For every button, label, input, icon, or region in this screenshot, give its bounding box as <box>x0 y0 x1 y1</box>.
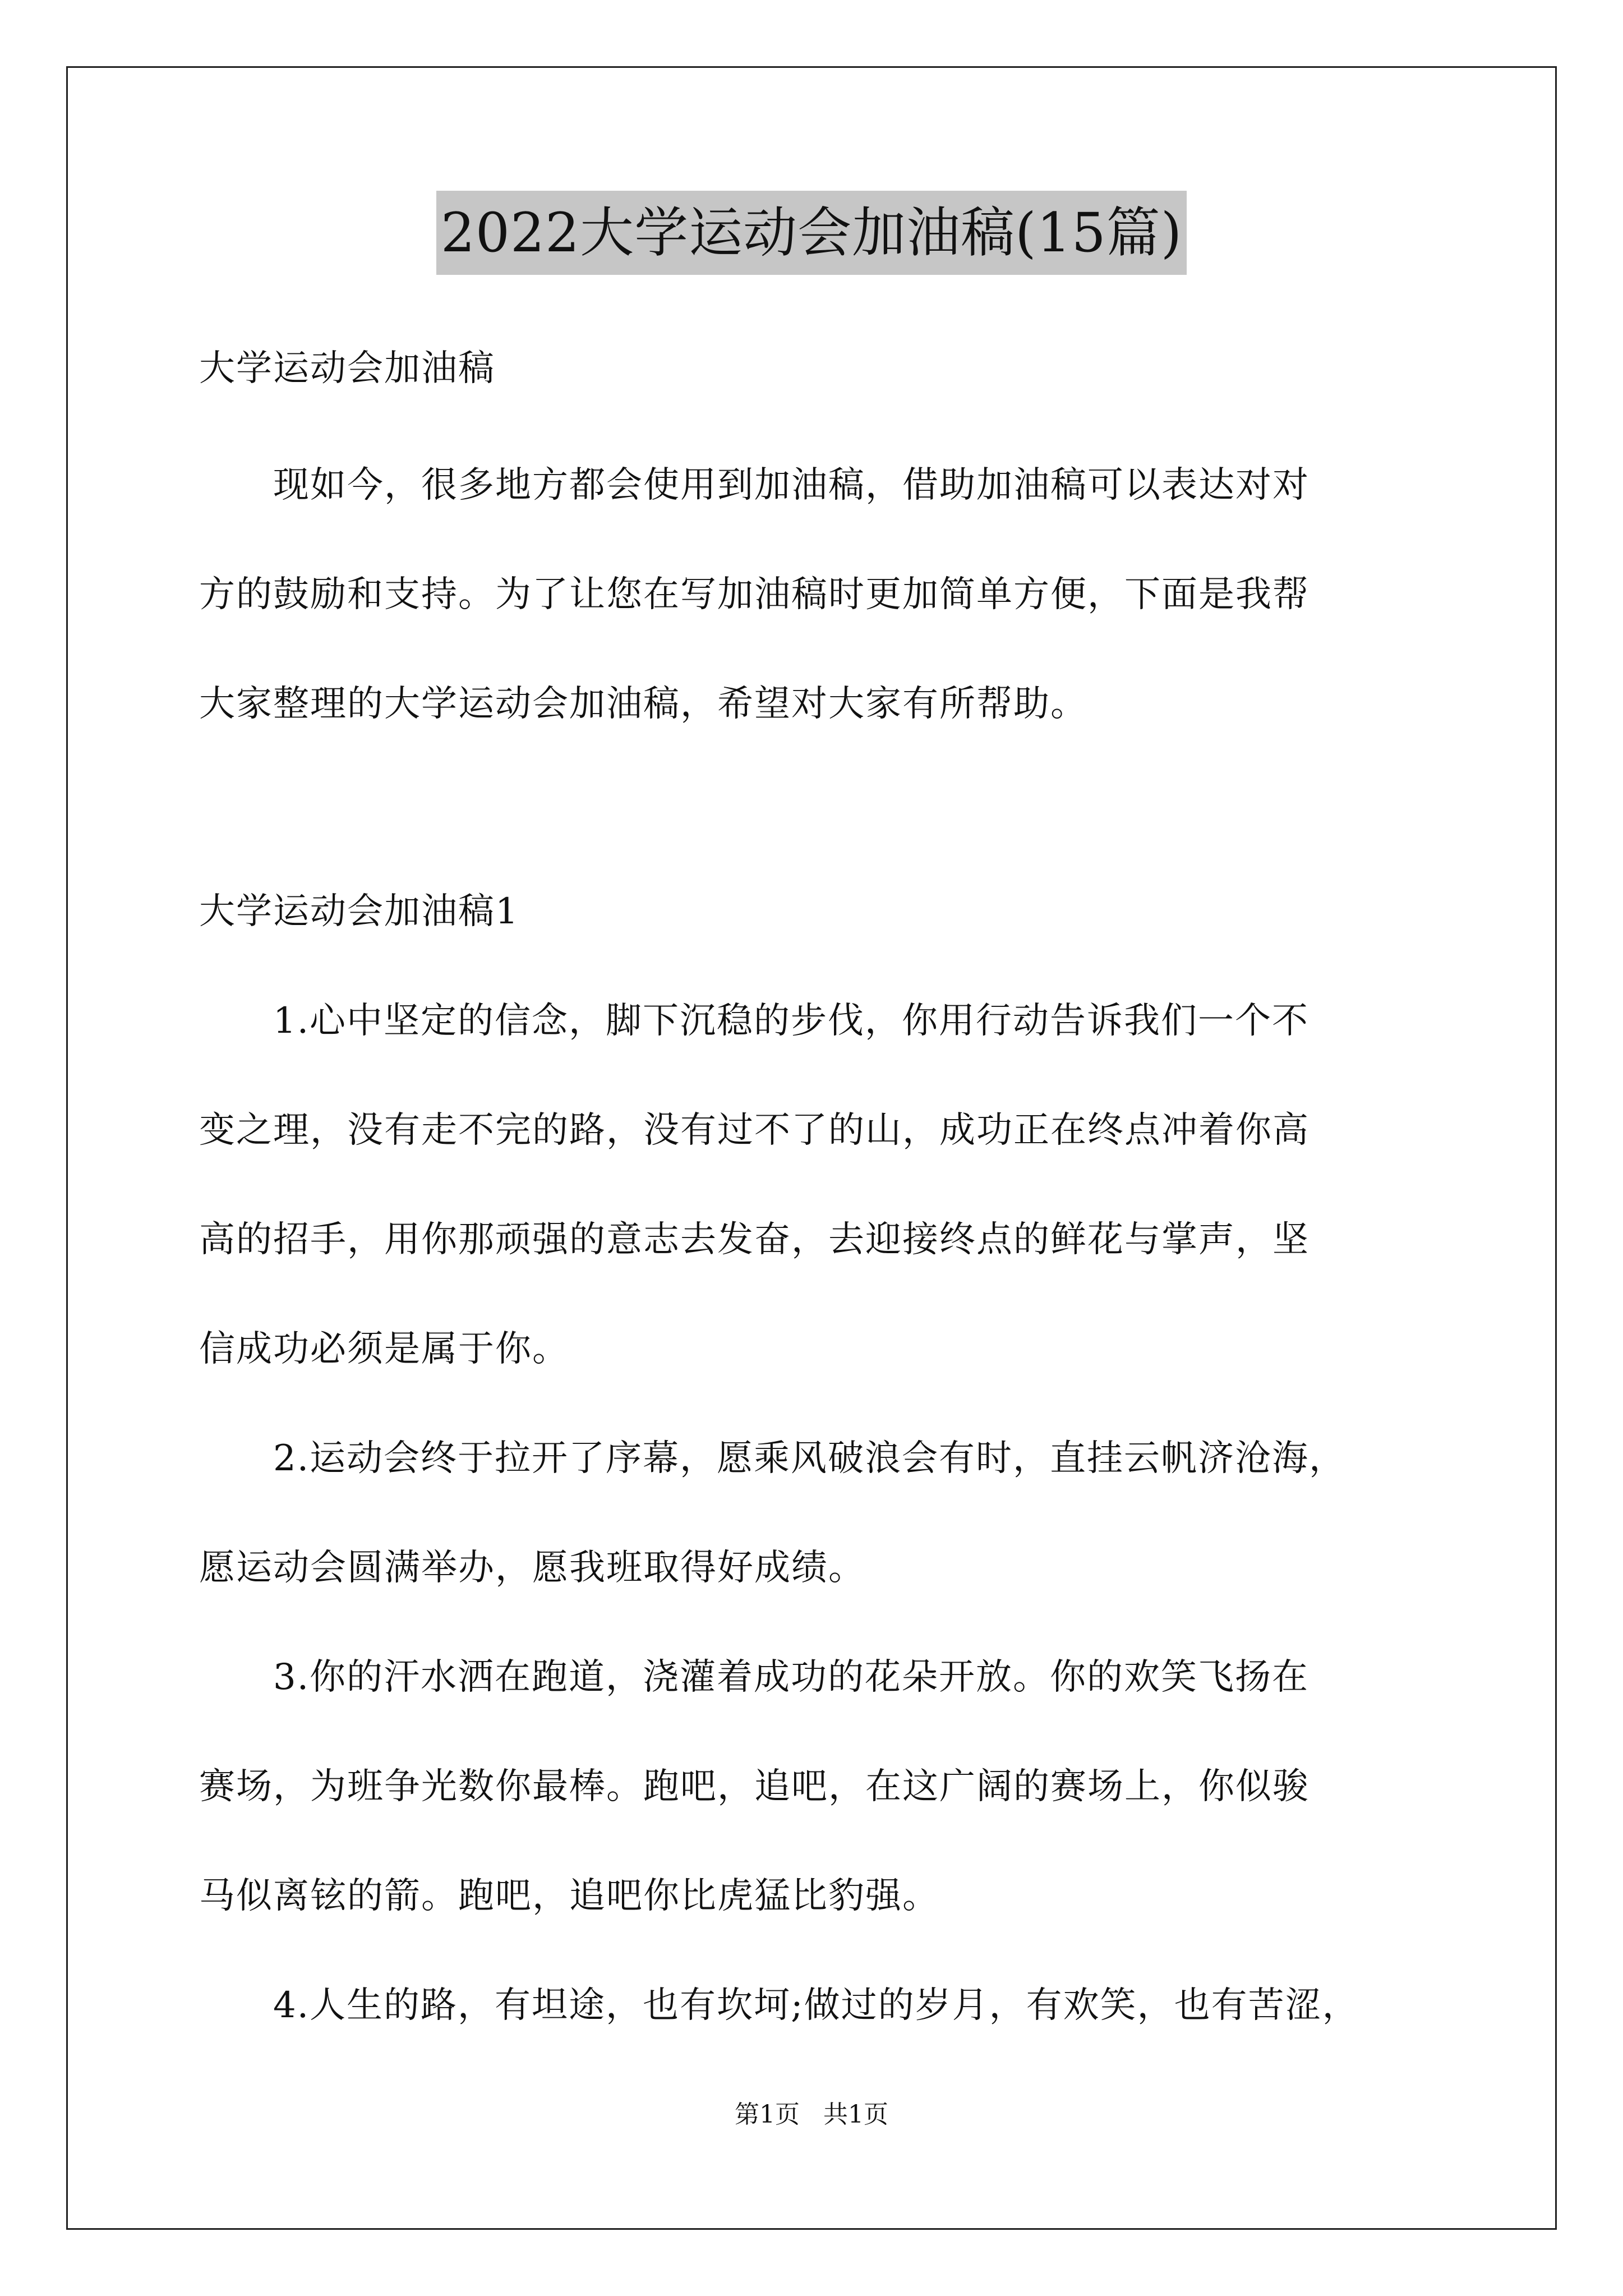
paragraph-line: 2.运动会终于拉开了序幕，愿乘风破浪会有时，直挂云帆济沧海， <box>199 1438 1347 1479</box>
paragraph-line: 4.人生的路，有坦途，也有坎坷;做过的岁月，有欢笑，也有苦涩， <box>199 1985 1359 2026</box>
section-heading: 大学运动会加油稿 <box>199 348 495 389</box>
paragraph-line: 大家整理的大学运动会加油稿，希望对大家有所帮助。 <box>199 683 1087 725</box>
paragraph-line: 马似离铉的箭。跑吧，追吧你比虎猛比豹强。 <box>199 1875 939 1917</box>
document-title: 2022大学运动会加油稿(15篇) <box>436 191 1187 275</box>
section-heading: 大学运动会加油稿1 <box>199 891 519 932</box>
paragraph-line: 1.心中坚定的信念，脚下沉稳的步伐，你用行动告诉我们一个不 <box>199 1000 1310 1042</box>
title-wrap <box>0 191 1623 275</box>
page-footer <box>0 2098 1623 2132</box>
paragraph-line: 赛场，为班争光数你最棒。跑吧，追吧，在这广阔的赛场上，你似骏 <box>199 1766 1310 1807</box>
page-total: 共1页 <box>823 2100 888 2129</box>
paragraph-line: 高的招手，用你那顽强的意志去发奋，去迎接终点的鲜花与掌声，坚 <box>199 1219 1310 1260</box>
paragraph-line: 愿运动会圆满举办，愿我班取得好成绩。 <box>199 1547 865 1589</box>
paragraph-line: 现如今，很多地方都会使用到加油稿，借助加油稿可以表达对对 <box>199 464 1310 506</box>
paragraph-line: 方的鼓励和支持。为了让您在写加油稿时更加简单方便，下面是我帮 <box>199 574 1310 615</box>
paragraph-line: 信成功必须是属于你。 <box>199 1328 569 1370</box>
paragraph-line: 变之理，没有走不完的路，没有过不了的山，成功正在终点冲着你高 <box>199 1110 1310 1151</box>
page-number: 第1页 <box>735 2100 800 2129</box>
paragraph-line: 3.你的汗水洒在跑道，浇灌着成功的花朵开放。你的欢笑飞扬在 <box>199 1657 1310 1698</box>
